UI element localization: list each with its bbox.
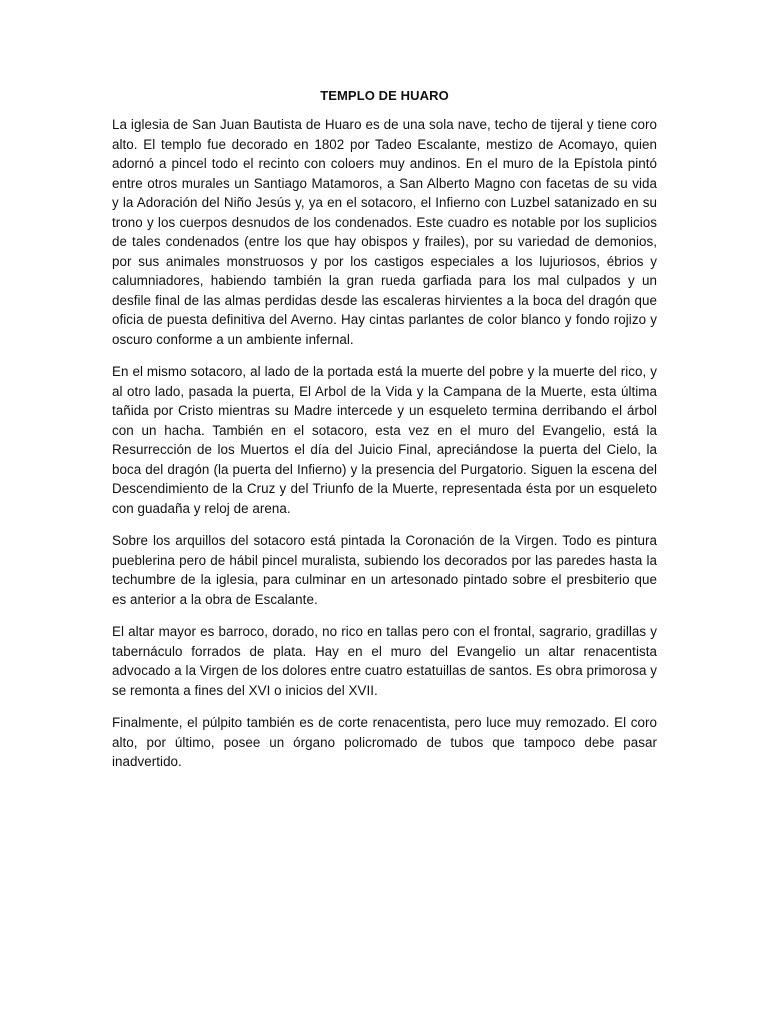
document-title: TEMPLO DE HUARO bbox=[320, 88, 449, 103]
paragraph-2: En el mismo sotacoro, al lado de la portada está la muerte del pobre y la muerte del rico, y al otro lado, pasada la puerta, El Arbol de la Vida y la Campana de la Muerte, esta última tañida por Cristo mientras su Madre intercede y un esqueleto termina derribando el árbol con un hacha. También en el sotacoro, esta vez en el muro del Evangelio, está la Resurrección de los Muertos el día del Juicio Final, apreciándose la puerta del Cielo, la boca del dragón (la puerta del Infierno) y la presencia del Purgatorio. Siguen la escena del Descendimiento de la Cruz y del Triunfo de la Muerte, representada ésta por un esqueleto con guadaña y reloj de arena. bbox=[112, 364, 657, 516]
paragraph-3: Sobre los arquillos del sotacoro está pintada la Coronación de la Virgen. Todo es pintura pueblerina pero de hábil pincel muralista, subiendo los decorados por las paredes hasta la techumbre de la iglesia, para culminar en un artesonado pintado sobre el presbiterio que es anterior a la obra de Escalante. bbox=[112, 533, 657, 607]
document-body bbox=[112, 86, 657, 785]
paragraph-5: Finalmente, el púlpito también es de corte renacentista, pero luce muy remozado. El coro alto, por último, posee un órgano policromado de tubos que tampoco debe pasar inadvertido. bbox=[112, 715, 657, 769]
paragraph-4: El altar mayor es barroco, dorado, no rico en tallas pero con el frontal, sagrario, gradillas y tabernáculo forrados de plata. Hay en el muro del Evangelio un altar renacentista advocado a la Virgen de los dolores entre cuatro estatuillas de santos. Es obra primorosa y se remonta a fines del XVI o inicios del XVII. bbox=[112, 624, 657, 698]
paragraph-1: La iglesia de San Juan Bautista de Huaro es de una sola nave, techo de tijeral y tiene coro alto. El templo fue decorado en 1802 por Tadeo Escalante, mestizo de Acomayo, quien adornó a pincel todo el recinto con coloers muy andinos. En el muro de la Epístola pintó entre otros murales un Santiago Matamoros, a San Alberto Magno con facetas de su vida y la Adoración del Niño Jesús y, ya en el sotacoro, el Infierno con Luzbel satanizado en su trono y los cuerpos desnudos de los condenados. Este cuadro es notable por los suplicios de tales condenados (entre los que hay obispos y frailes), por su variedad de demonios, por sus animales monstruosos y por los castigos especiales a los lujuriosos, ébrios y calumniadores, habiendo también la gran rueda garfiada para los mal culpados y un desfile final de las almas perdidas desde las escaleras hirvientes a la boca del dragón que oficia de puesta definitiva del Averno. Hay cintas parlantes de color blanco y fondo rojizo y oscuro conforme a un ambiente infernal. bbox=[112, 117, 657, 347]
